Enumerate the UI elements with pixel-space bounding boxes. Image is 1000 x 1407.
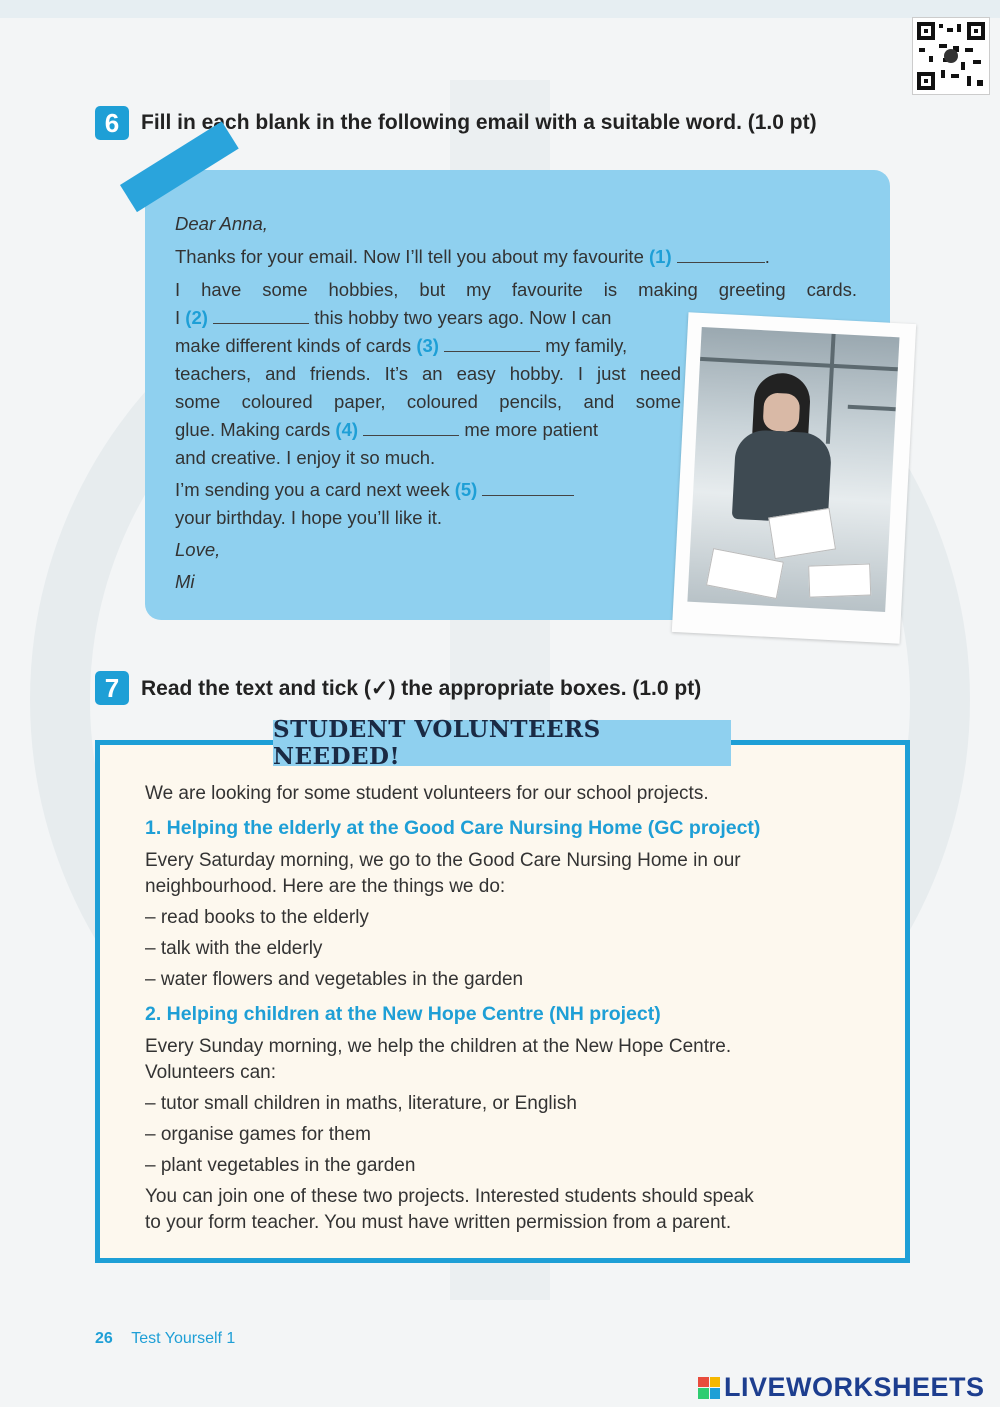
email-text: . <box>764 246 770 267</box>
section-7-number: 7 <box>95 671 129 705</box>
section-6-number: 6 <box>95 106 129 140</box>
notice-intro: We are looking for some student volunteers for our school projects. <box>145 783 709 804</box>
notice-closing-1: You can join one of these two projects. Interested students should speak <box>145 1186 754 1207</box>
email-greeting: Dear Anna, <box>175 213 268 234</box>
project-1-body-2: neighbourhood. Here are the things we do: <box>145 876 506 897</box>
email-text: this hobby two years ago. Now I can <box>314 307 612 328</box>
project-1-body-1: Every Saturday morning, we go to the Good Care Nursing Home in our <box>145 850 741 871</box>
email-line-3 <box>175 304 611 332</box>
email-signature: Mi <box>175 571 195 592</box>
notice-title: STUDENT VOLUNTEERS NEEDED! <box>273 716 601 770</box>
blank-number-5: (5) <box>454 479 478 500</box>
email-line-2: I have some hobbies, but my favourite is making greeting cards. <box>175 279 857 300</box>
email-text: I <box>175 307 181 328</box>
email-text: my family, <box>545 335 628 356</box>
list-item: – water flowers and vegetables in the garden <box>145 969 524 990</box>
email-line-5: teachers, and friends. It’s an easy hobby. I just need <box>175 363 681 384</box>
email-line-6: some coloured paper, coloured pencils, and some <box>175 391 681 412</box>
email-line-8: and creative. I enjoy it so much. <box>175 447 436 468</box>
email-line-9 <box>175 476 574 504</box>
section-6-instruction: Fill in each blank in the following email with a suitable word. (1.0 pt) <box>141 111 817 134</box>
page-footer <box>95 1330 235 1348</box>
list-item: – plant vegetables in the garden <box>145 1155 416 1176</box>
blank-2-input[interactable] <box>213 307 309 324</box>
section-7-instruction: Read the text and tick (✓) the appropriate boxes. (1.0 pt) <box>141 676 702 700</box>
liveworksheets-icon <box>698 1377 720 1399</box>
section-7-header <box>95 671 701 705</box>
email-closing: Love, <box>175 539 221 560</box>
list-item: – talk with the elderly <box>145 938 323 959</box>
email-line-7 <box>175 416 598 444</box>
qr-code <box>912 17 990 95</box>
email-text: glue. Making cards <box>175 419 331 440</box>
project-2-heading: 2. Helping children at the New Hope Centre (NH project) <box>145 1003 661 1025</box>
project-2-body-1: Every Sunday morning, we help the children at the New Hope Centre. <box>145 1036 732 1057</box>
blank-1-input[interactable] <box>677 246 765 263</box>
blank-number-4: (4) <box>335 419 359 440</box>
blank-number-2: (2) <box>185 307 208 328</box>
email-text: me more patient <box>464 419 599 440</box>
blank-4-input[interactable] <box>363 419 459 436</box>
brand-name: LIVEWORKSHEETS <box>724 1372 985 1402</box>
blank-3-input[interactable] <box>444 335 540 352</box>
email-line-4 <box>175 332 627 360</box>
blank-number-3: (3) <box>416 335 439 356</box>
list-item: – read books to the elderly <box>145 907 369 928</box>
project-2-body-2: Volunteers can: <box>145 1062 276 1083</box>
list-item: – tutor small children in maths, literature, or English <box>145 1093 577 1114</box>
liveworksheets-logo[interactable] <box>698 1372 985 1403</box>
project-1-heading: 1. Helping the elderly at the Good Care Nursing Home (GC project) <box>145 817 761 839</box>
blank-number-1: (1) <box>649 246 672 267</box>
email-text: make different kinds of cards <box>175 335 412 356</box>
email-line-1 <box>175 243 770 271</box>
email-line-10: your birthday. I hope you’ll like it. <box>175 507 443 528</box>
email-text: I’m sending you a card next week <box>175 479 450 500</box>
email-text: Thanks for your email. Now I’ll tell you about my favourite <box>175 246 644 267</box>
photo-girl-making-cards <box>672 312 916 643</box>
blank-5-input[interactable] <box>482 479 574 496</box>
page-number: 26 <box>95 1330 113 1347</box>
list-item: – organise games for them <box>145 1124 372 1145</box>
notice-closing-2: to your form teacher. You must have written permission from a parent. <box>145 1212 732 1233</box>
footer-label: Test Yourself 1 <box>131 1330 236 1347</box>
